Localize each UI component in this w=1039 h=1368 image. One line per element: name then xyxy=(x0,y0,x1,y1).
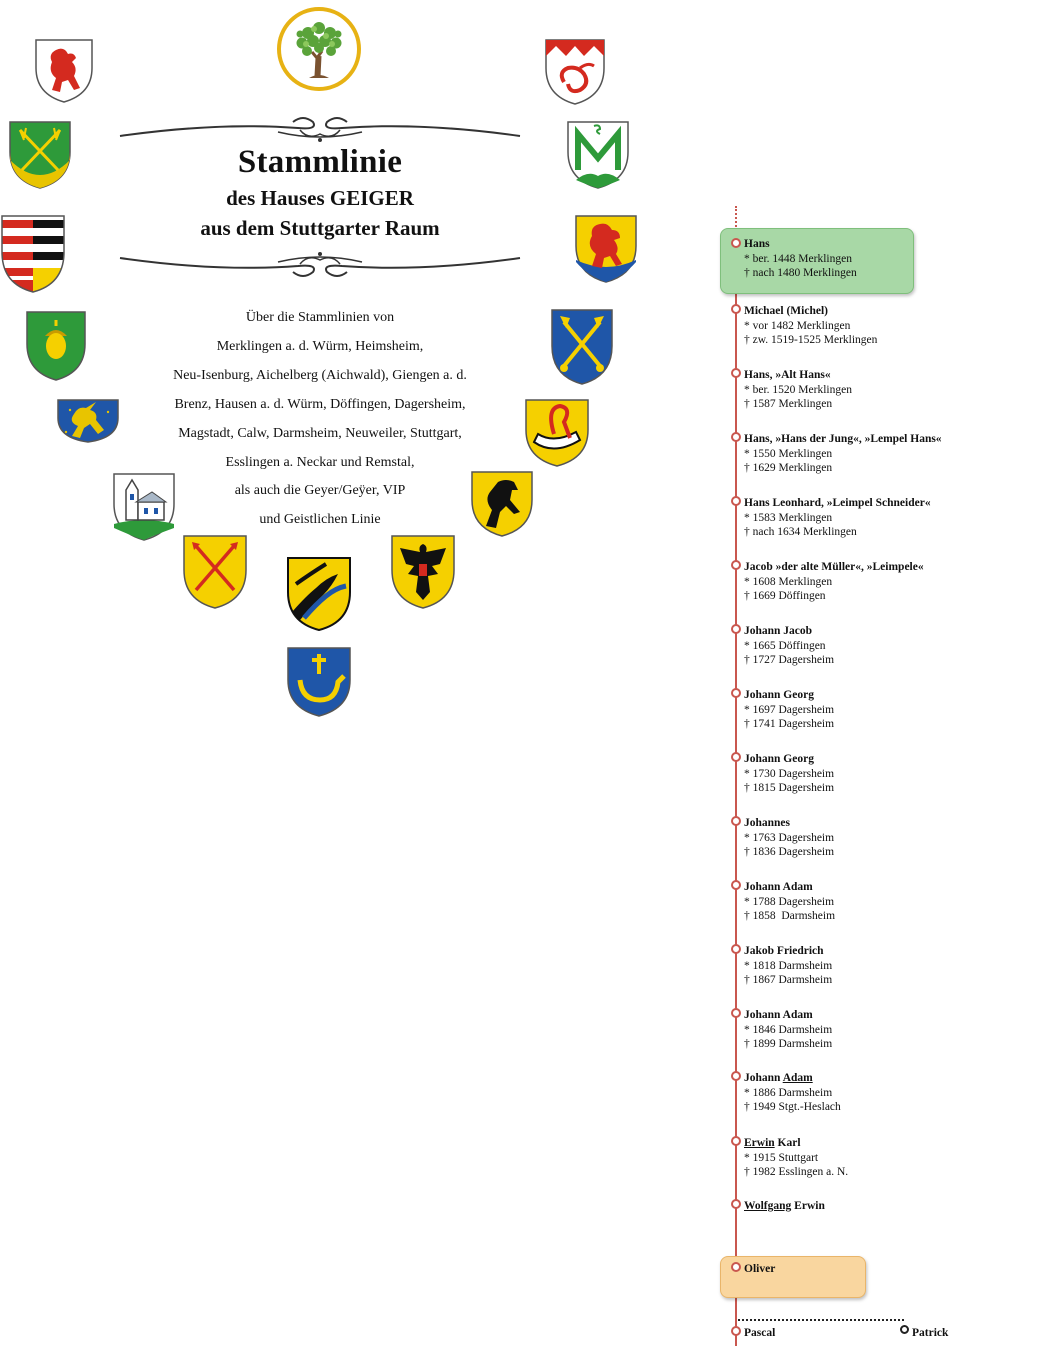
timeline-entry[interactable] xyxy=(744,237,857,281)
birth: * 1583 Merklingen xyxy=(744,511,833,524)
eagle-crest-icon[interactable] xyxy=(390,534,456,610)
intro-line: Neu-Isenburg, Aichelberg (Aichwald), Giengen a. d. xyxy=(173,367,467,383)
red-lion-gold-crest-icon[interactable] xyxy=(574,214,638,284)
timeline-top-dotted xyxy=(735,206,737,230)
death: † 1669 Döffingen xyxy=(744,590,826,603)
intro-text xyxy=(150,304,490,535)
death: † 1815 Dagersheim xyxy=(744,782,835,795)
timeline-node xyxy=(731,1199,741,1209)
cross-horn-crest-icon[interactable] xyxy=(286,646,352,718)
death: † 1587 Merklingen xyxy=(744,398,833,411)
subtitle-house: des Hauses GEIGER xyxy=(226,186,414,210)
timeline-node xyxy=(731,944,741,954)
person-callname: Adam xyxy=(782,1072,813,1084)
acorn-crest-icon[interactable] xyxy=(25,310,87,382)
timeline-node xyxy=(731,432,741,442)
timeline-entry[interactable] xyxy=(744,368,852,412)
timeline-entry[interactable] xyxy=(744,624,834,668)
birth: * 1730 Dagersheim xyxy=(744,767,835,780)
timeline-entry[interactable] xyxy=(744,688,834,732)
person-name: Hans xyxy=(744,238,770,250)
blue-unicorn-crest-icon[interactable] xyxy=(56,398,120,444)
tree-icon xyxy=(276,6,362,92)
timeline-entry[interactable] xyxy=(744,1071,841,1115)
intro-line: Brenz, Hausen a. d. Würm, Döffingen, Dagersheim, xyxy=(174,396,466,412)
letter-m-crest-icon[interactable] xyxy=(566,120,630,190)
dragon-crest-icon[interactable] xyxy=(544,38,606,106)
person-callname: Erwin xyxy=(744,1137,775,1149)
wheat-crossed-crest-icon[interactable] xyxy=(8,120,72,190)
timeline-node xyxy=(731,1262,741,1272)
child-name: Pascal xyxy=(744,1327,776,1339)
death: † nach 1634 Merklingen xyxy=(744,526,857,539)
person-name: Michael (Michel) xyxy=(744,305,828,317)
person-name: Jacob »der alte Müller«, »Leimpele« xyxy=(744,561,924,573)
horn-crest-icon[interactable] xyxy=(524,398,590,468)
child-name: Patrick xyxy=(912,1327,949,1339)
timeline-line xyxy=(735,228,737,1346)
timeline-node xyxy=(731,368,741,378)
timeline-node xyxy=(731,816,741,826)
birth: * 1665 Döffingen xyxy=(744,639,826,652)
timeline-entry[interactable] xyxy=(744,880,835,924)
timeline-entry[interactable] xyxy=(744,752,834,796)
highlight-current xyxy=(720,1256,866,1298)
birth: * vor 1482 Merklingen xyxy=(744,319,851,332)
death: † 1741 Dagersheim xyxy=(744,718,835,731)
timeline-entry[interactable] xyxy=(744,1262,775,1277)
family-tree-logo xyxy=(276,6,362,92)
person-name: Johann Adam xyxy=(744,1009,813,1021)
death: † 1867 Darmsheim xyxy=(744,974,833,987)
child-entry[interactable] xyxy=(912,1326,948,1341)
timeline-entry[interactable] xyxy=(744,816,834,860)
person-name: Johann Georg xyxy=(744,753,814,765)
birth: * ber. 1520 Merklingen xyxy=(744,383,852,396)
person-name: Johann Jacob xyxy=(744,625,813,637)
birth: * 1886 Darmsheim xyxy=(744,1086,833,1099)
timeline-node xyxy=(731,624,741,634)
person-name: Jakob Friedrich xyxy=(744,945,824,957)
death: † 1949 Stgt.-Heslach xyxy=(744,1101,841,1114)
children-branch-line xyxy=(738,1319,904,1321)
death: † 1899 Darmsheim xyxy=(744,1038,833,1051)
person-name: Hans, »Alt Hans« xyxy=(744,369,831,381)
birth: * 1788 Dagersheim xyxy=(744,895,835,908)
death: † zw. 1519-1525 Merklingen xyxy=(744,334,878,347)
timeline-entry[interactable] xyxy=(744,944,832,988)
person-name-part: Erwin xyxy=(791,1200,825,1212)
person-name-part: Karl xyxy=(774,1137,801,1149)
timeline-node xyxy=(731,560,741,570)
timeline-entry[interactable] xyxy=(744,432,942,476)
crossed-arrows-crest-icon[interactable] xyxy=(182,534,248,610)
crossed-keys-crest-icon[interactable] xyxy=(550,308,614,386)
timeline-node xyxy=(731,238,741,248)
death: † 1858 Darmsheim xyxy=(744,910,836,923)
black-horse-crest-icon[interactable] xyxy=(470,470,534,538)
death: † 1727 Dagersheim xyxy=(744,654,835,667)
intro-line: Merklingen a. d. Würm, Heimsheim, xyxy=(216,338,424,354)
timeline-entry[interactable] xyxy=(744,1199,825,1214)
person-name: Johannes xyxy=(744,817,791,829)
timeline-node xyxy=(731,1136,741,1146)
person-name: Johann Georg xyxy=(744,689,814,701)
wavy-stripe-crest-icon[interactable] xyxy=(286,556,352,632)
intro-line: Magstadt, Calw, Darmsheim, Neuweiler, Stuttgart, xyxy=(178,425,462,441)
timeline-node xyxy=(731,752,741,762)
person-name: Oliver xyxy=(744,1263,776,1275)
birth: * ber. 1448 Merklingen xyxy=(744,252,852,265)
death: † 1982 Esslingen a. N. xyxy=(744,1166,849,1179)
person-callname: Wolfgang xyxy=(744,1200,792,1212)
child-node xyxy=(900,1325,909,1334)
church-crest-icon[interactable] xyxy=(112,472,176,542)
timeline-entry[interactable] xyxy=(744,1008,832,1052)
timeline-node xyxy=(731,496,741,506)
birth: * 1915 Stuttgart xyxy=(744,1151,819,1164)
timeline-entry[interactable] xyxy=(744,496,931,540)
person-name xyxy=(744,1136,848,1151)
intro-line: Esslingen a. Neckar und Remstal, xyxy=(225,454,415,470)
person-name-part: Johann xyxy=(744,1072,783,1084)
person-name: Hans Leonhard, »Leimpel Schneider« xyxy=(744,497,931,509)
ornament-top xyxy=(118,114,522,148)
timeline-entry[interactable] xyxy=(744,304,877,348)
person-name: Johann Adam xyxy=(744,881,813,893)
timeline-node xyxy=(731,880,741,890)
timeline-entry[interactable] xyxy=(744,560,924,604)
striped-red-black-crest-icon[interactable] xyxy=(0,214,66,294)
timeline-node xyxy=(731,1008,741,1018)
birth: * 1846 Darmsheim xyxy=(744,1023,833,1036)
timeline-node xyxy=(731,1326,741,1336)
person-name xyxy=(744,1199,825,1214)
birth: * 1818 Darmsheim xyxy=(744,959,833,972)
timeline-node xyxy=(731,1071,741,1081)
timeline-entry[interactable] xyxy=(744,1136,848,1180)
birth: * 1697 Dagersheim xyxy=(744,703,835,716)
death: † nach 1480 Merklingen xyxy=(744,267,857,280)
timeline-node xyxy=(731,304,741,314)
death: † 1836 Dagersheim xyxy=(744,846,835,859)
timeline-node xyxy=(731,688,741,698)
birth: * 1550 Merklingen xyxy=(744,447,833,460)
red-lion-crest-icon[interactable] xyxy=(34,38,94,104)
ornament-bottom xyxy=(118,246,522,280)
page-title: Stammlinie xyxy=(237,144,403,180)
person-name: Hans, »Hans der Jung«, »Lempel Hans« xyxy=(744,433,942,445)
birth: * 1763 Dagersheim xyxy=(744,831,835,844)
death: † 1629 Merklingen xyxy=(744,462,833,475)
intro-line: als auch die Geyer/Geÿer, VIP xyxy=(234,483,406,499)
child-entry[interactable] xyxy=(744,1326,775,1341)
birth: * 1608 Merklingen xyxy=(744,575,833,588)
person-name xyxy=(744,1071,841,1086)
intro-line: und Geistlichen Linie xyxy=(259,512,381,528)
intro-line: Über die Stammlinien von xyxy=(245,310,395,325)
subtitle-region: aus dem Stuttgarter Raum xyxy=(200,216,440,240)
